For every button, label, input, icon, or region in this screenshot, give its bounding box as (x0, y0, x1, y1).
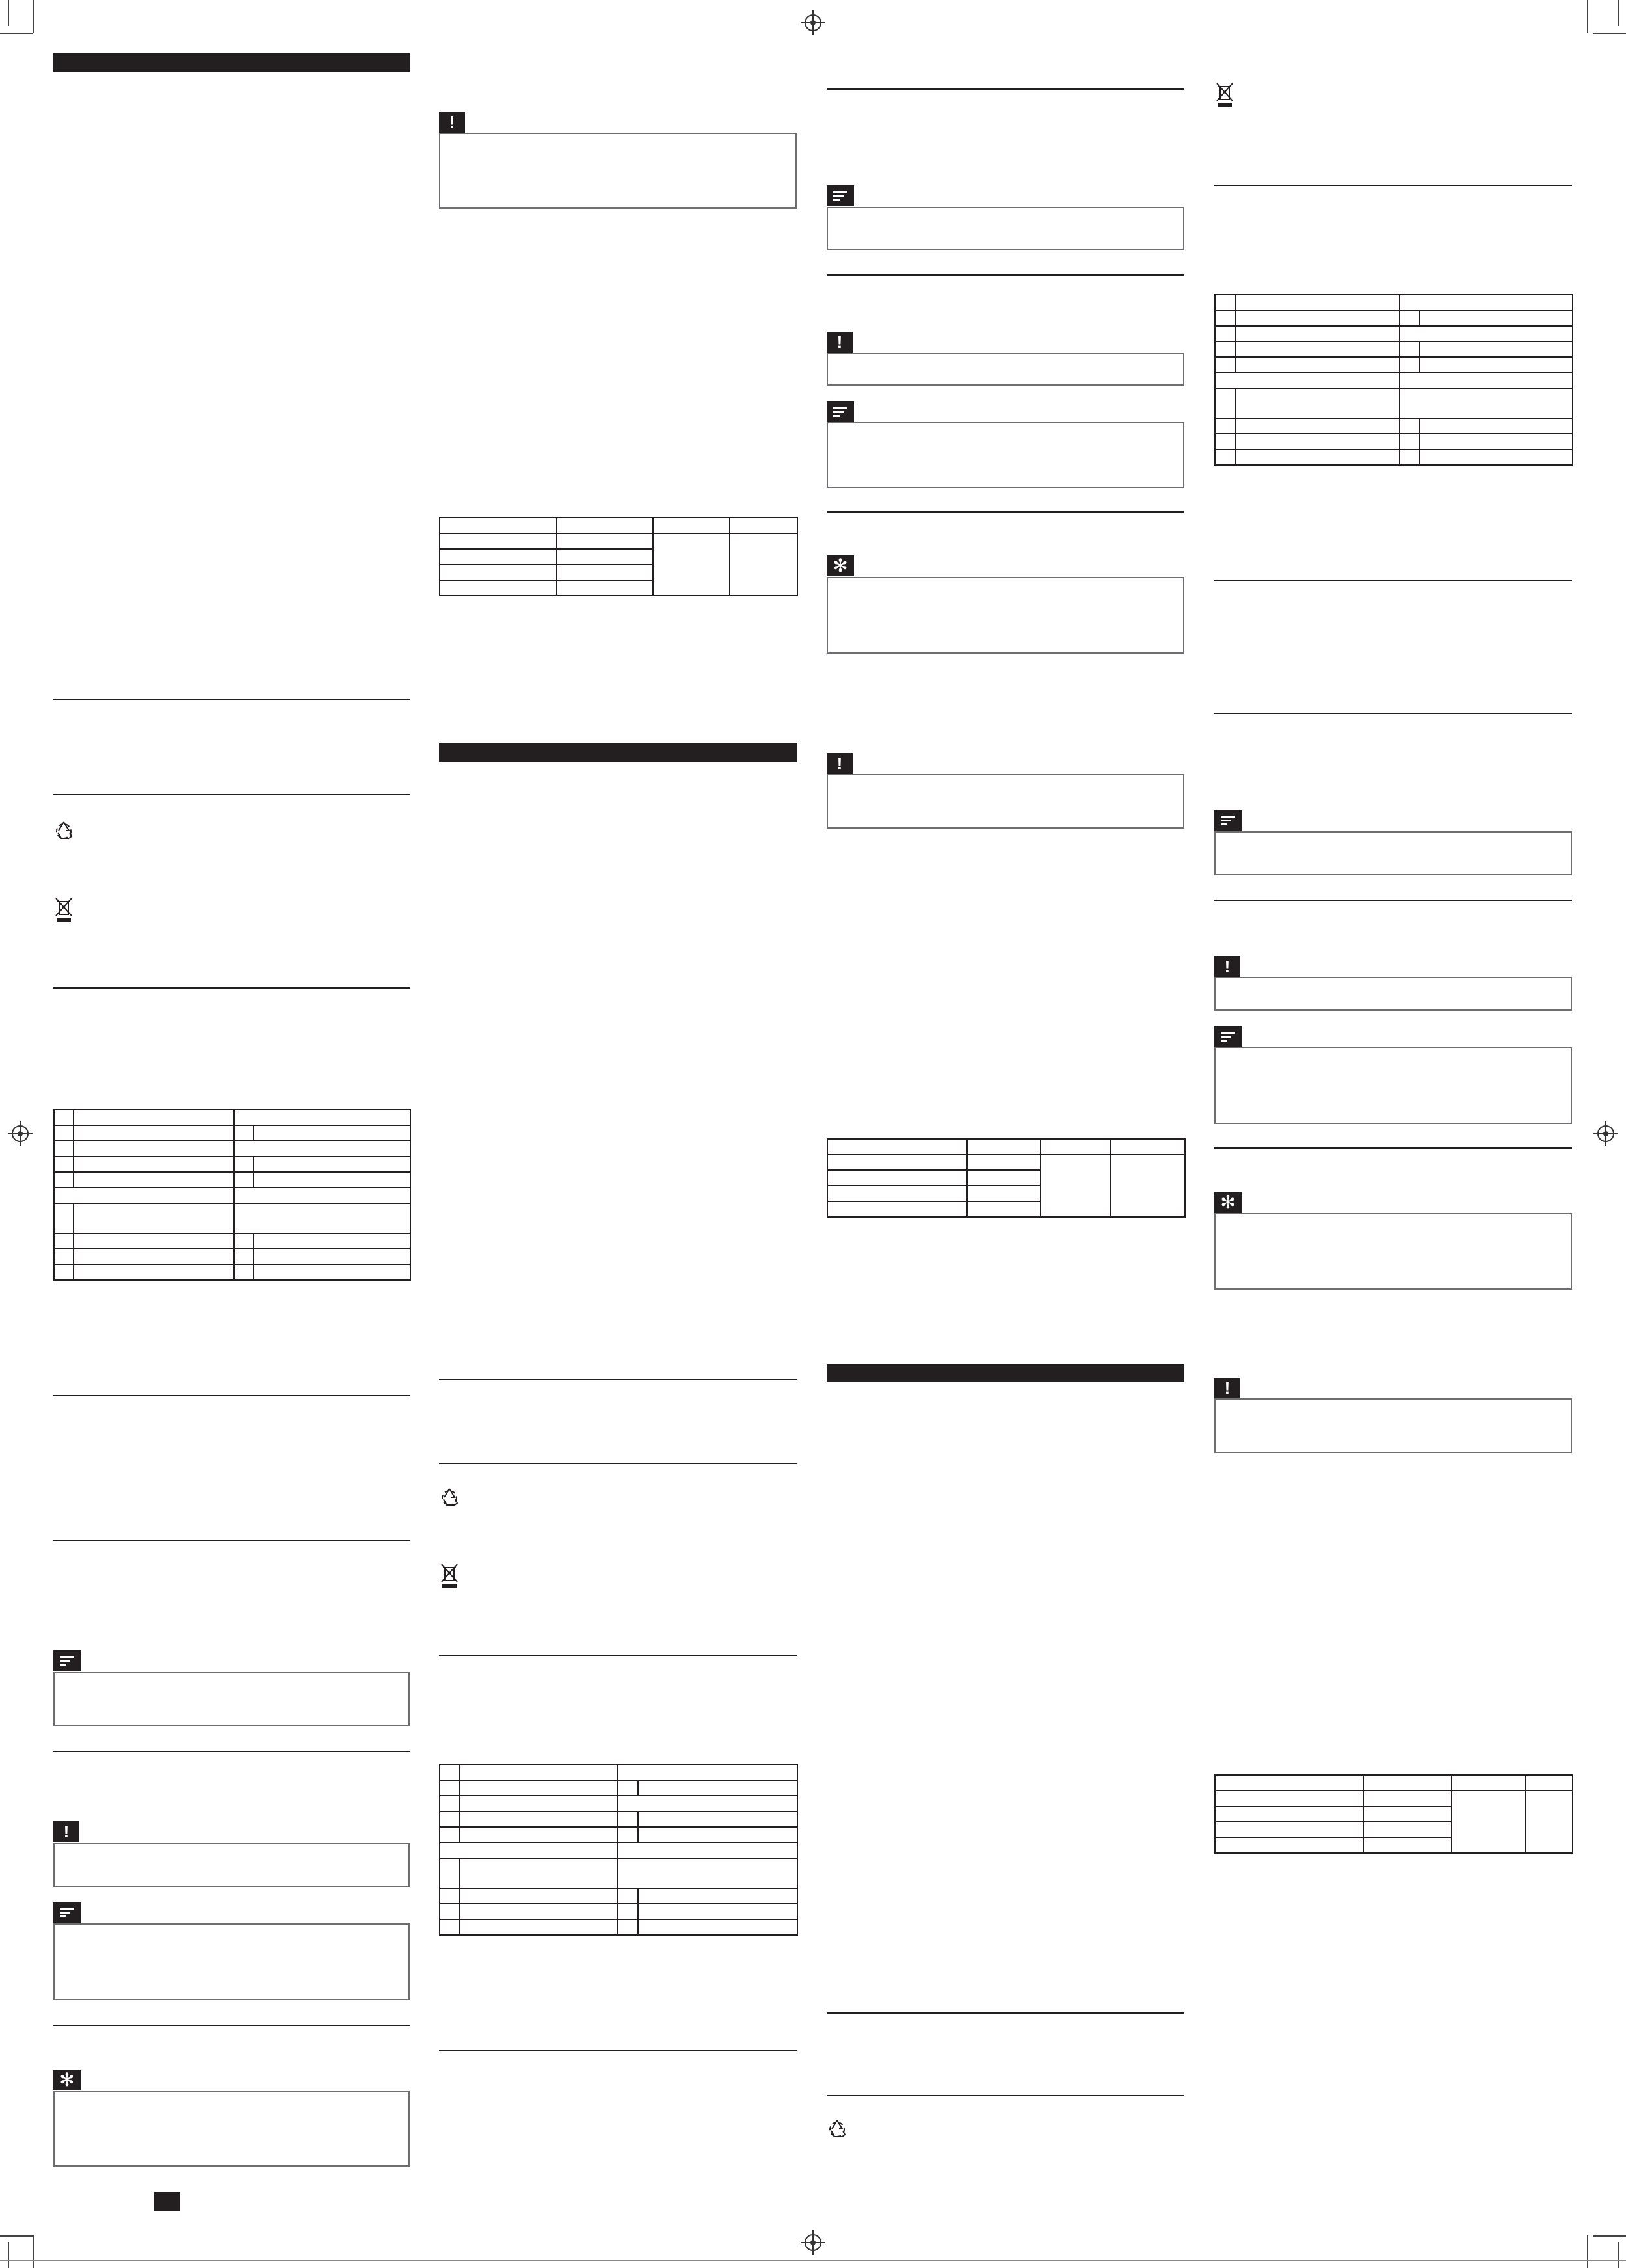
crossed-bin-icon (1214, 81, 1235, 107)
section-rule (1214, 713, 1572, 714)
section-title-bar (53, 53, 410, 72)
caution-tab (827, 332, 853, 353)
note-tab (827, 185, 854, 206)
crop-mark-bottom-right-v (1587, 2235, 1588, 2268)
exclamation-icon: ! (63, 1822, 70, 1841)
recycle-icon (439, 1485, 460, 1511)
exclamation-icon: ! (836, 332, 843, 352)
exclamation-icon: ! (449, 113, 455, 132)
tip-box (53, 2091, 410, 2167)
section-rule (1214, 580, 1572, 581)
tip-tab (1214, 1192, 1242, 1213)
registration-target-icon (805, 14, 821, 31)
crop-mark-bottom-left-v (33, 2235, 34, 2268)
note-tab (53, 1902, 81, 1923)
exclamation-icon: ! (1224, 957, 1231, 976)
section-rule (827, 274, 1184, 276)
note-tab (827, 401, 854, 422)
note-lines-icon (833, 405, 847, 419)
section-rule (827, 88, 1184, 90)
crop-mark-bottom-left-h (0, 2235, 33, 2237)
crop-mark-top-right-v (1587, 0, 1588, 33)
crop-mark-bottom-right-v2 (1618, 2242, 1619, 2268)
section-rule (439, 2050, 797, 2051)
note-box (53, 1923, 410, 2000)
caution-box (439, 133, 797, 209)
section-rule (827, 2095, 1184, 2096)
crop-mark-top-left-h (0, 33, 33, 34)
exclamation-icon: ! (836, 754, 843, 773)
caution-box (827, 774, 1184, 829)
section-rule (439, 1655, 797, 1656)
bottom-trim-line (0, 2260, 1626, 2261)
crop-mark-top-left-v2 (8, 0, 9, 26)
tip-box (1214, 1213, 1572, 1290)
crossed-bin-icon (439, 1562, 460, 1588)
crossed-bin-icon (53, 896, 74, 922)
section-rule (827, 511, 1184, 513)
caution-tab (53, 1821, 79, 1842)
registration-target-icon (805, 2234, 821, 2251)
section-rule (53, 794, 410, 795)
tip-tab (53, 2070, 81, 2090)
recycle-icon (53, 818, 74, 844)
section-rule (53, 699, 410, 700)
exclamation-icon: ! (1224, 1378, 1231, 1398)
section-rule (53, 987, 410, 989)
small-table (1214, 1774, 1573, 1854)
crop-mark-bottom-left-v2 (8, 2242, 9, 2268)
section-rule (827, 2012, 1184, 2014)
asterisk-icon: ✻ (833, 555, 848, 576)
note-box (1214, 831, 1572, 875)
registration-target-icon (1597, 1125, 1614, 1142)
recycle-icon (827, 2116, 847, 2142)
section-rule (439, 1379, 797, 1380)
note-box (1214, 1047, 1572, 1124)
note-tab (1214, 1026, 1242, 1047)
note-box (53, 1672, 410, 1726)
caution-box (53, 1843, 410, 1887)
tip-box (827, 577, 1184, 654)
note-lines-icon (60, 1906, 74, 1919)
caution-tab (439, 112, 465, 133)
note-lines-icon (1221, 814, 1235, 827)
spec-table (53, 1109, 411, 1281)
note-box (827, 422, 1184, 488)
crop-mark-top-right-h (1593, 33, 1626, 34)
spec-table (1214, 294, 1573, 466)
section-title-bar (827, 1364, 1184, 1382)
note-lines-icon (60, 1654, 74, 1668)
crop-mark-top-left-v (33, 0, 34, 33)
note-tab (53, 1650, 81, 1671)
note-box (827, 207, 1184, 250)
section-title-bar (439, 743, 797, 762)
caution-box (1214, 977, 1572, 1011)
section-rule (1214, 1147, 1572, 1149)
registration-target-icon (12, 1125, 29, 1142)
caution-box (1214, 1398, 1572, 1453)
note-lines-icon (1221, 1030, 1235, 1044)
asterisk-icon: ✻ (1220, 1192, 1236, 1212)
section-rule (439, 1463, 797, 1464)
section-rule (53, 1395, 410, 1396)
small-table (439, 517, 798, 596)
crop-mark-top-right-v2 (1618, 0, 1619, 26)
caution-box (827, 353, 1184, 386)
small-table (827, 1138, 1186, 1218)
note-lines-icon (833, 189, 847, 203)
caution-tab (1214, 1378, 1240, 1398)
spec-table (439, 1764, 798, 1936)
crop-mark-bottom-right-h (1593, 2235, 1626, 2237)
section-rule (1214, 900, 1572, 901)
section-rule (53, 1540, 410, 1541)
note-tab (1214, 810, 1242, 831)
caution-tab (827, 753, 853, 774)
section-rule (53, 2025, 410, 2026)
asterisk-icon: ✻ (59, 2070, 75, 2090)
page-number-tab (154, 2192, 180, 2211)
section-rule (53, 1751, 410, 1752)
caution-tab (1214, 956, 1240, 977)
section-rule (1214, 185, 1572, 186)
tip-tab (827, 555, 854, 576)
